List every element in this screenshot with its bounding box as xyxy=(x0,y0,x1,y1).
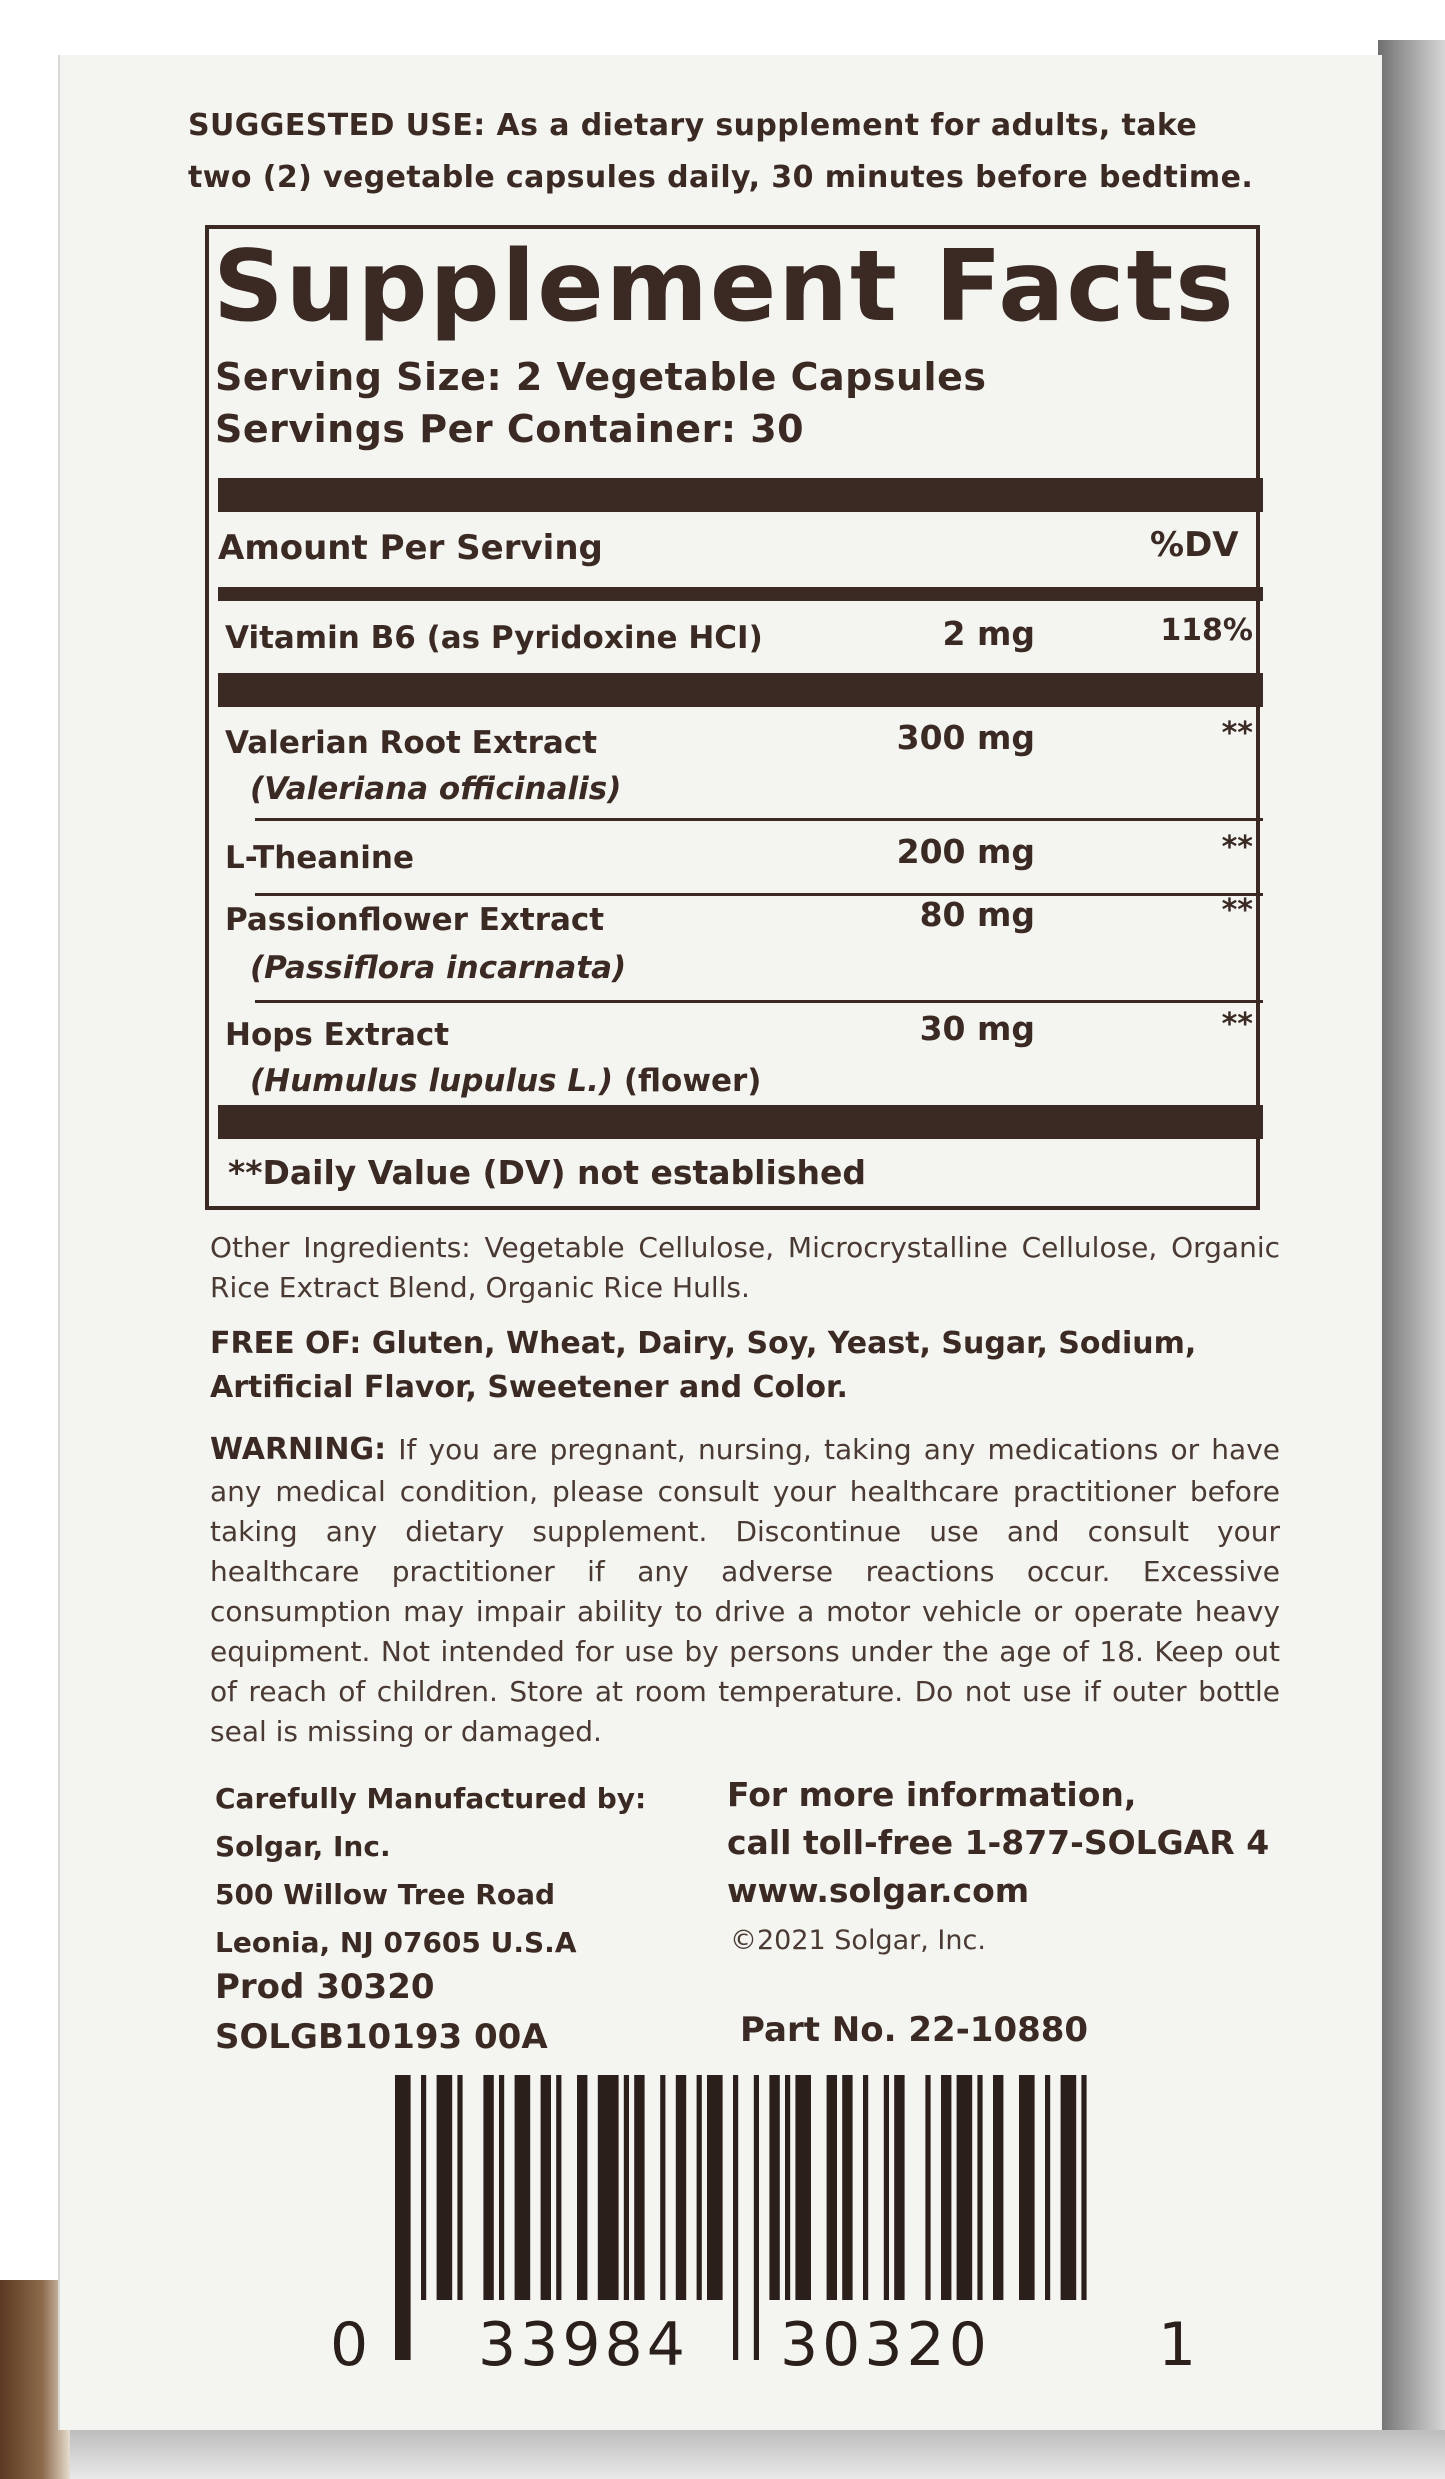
barcode-bar xyxy=(676,2075,686,2300)
barcode-bar xyxy=(634,2075,644,2300)
prod-number: Prod 30320 xyxy=(215,1967,435,2007)
manufacturer-street: 500 Willow Tree Road xyxy=(215,1878,556,1911)
barcode-bar xyxy=(577,2075,587,2300)
ingredient-latin-name: (Passiflora incarnata) xyxy=(250,950,627,986)
barcode-bar xyxy=(1045,2075,1050,2300)
suggested-use-text: As a dietary supplement for adults, take two (2) vegetable capsules daily, 30 minutes before bedtime. xyxy=(188,108,1254,195)
barcode-bar xyxy=(754,2075,759,2360)
barcode-bar xyxy=(827,2075,837,2300)
barcode-bar xyxy=(769,2075,779,2300)
contact-website: www.solgar.com xyxy=(727,1871,1030,1910)
amount-per-serving-header: Amount Per Serving xyxy=(218,528,603,568)
barcode-digit-right: 1 xyxy=(1158,2310,1197,2380)
barcode-bar xyxy=(795,2075,811,2300)
thick-divider xyxy=(218,673,1263,707)
ingredient-amount: 300 mg xyxy=(896,718,1035,757)
vitamin-b6-amount: 2 mg xyxy=(942,614,1035,653)
ingredient-name: Hops Extract xyxy=(225,1017,450,1053)
barcode-bar xyxy=(556,2075,561,2300)
ingredient-part: (flower) xyxy=(613,1063,762,1099)
dv-header: %DV xyxy=(1150,525,1239,565)
free-of-label: FREE OF: xyxy=(210,1326,362,1361)
other-ingredients: Other Ingredients: Vegetable Cellulose, Microcrystalline Cellulose, Organic Rice Extract Blend, Organic Rice Hulls. xyxy=(210,1231,1280,1304)
thick-divider xyxy=(218,478,1263,512)
warning-text: If you are pregnant, nursing, taking any medications or have any medical condition, please consult your healthcare practitioner before taking any dietary supplement. Discontinue use and consult your healthcare practitioner if any adverse reactions occur. Excessive consumption may impair ability to drive a motor vehicle or operate heavy equipment. Not intended for use by persons under the age of 18. Keep out of reach of children. Store at room temperature. Do not use if outer bottle seal is missing or damaged. xyxy=(210,1433,1280,1748)
barcode-bar xyxy=(437,2075,453,2300)
barcode-bar xyxy=(395,2075,411,2360)
barcode-bar xyxy=(598,2075,619,2300)
barcode-bar xyxy=(993,2075,1003,2300)
ingredient-amount: 30 mg xyxy=(919,1009,1035,1048)
contact-heading: For more information, xyxy=(727,1775,1137,1814)
thick-divider xyxy=(218,1105,1263,1139)
ingredient-dv: ** xyxy=(1221,1007,1253,1042)
ingredient-latin-name: (Humulus lupulus L.) xyxy=(250,1063,614,1099)
contact-block xyxy=(727,1771,1269,1915)
barcode-bar xyxy=(421,2075,426,2300)
ingredient-name: Passionflower Extract xyxy=(225,902,605,938)
barcode-bar xyxy=(697,2075,702,2300)
warning-label: WARNING: xyxy=(210,1432,387,1467)
barcode-bar xyxy=(842,2075,852,2300)
ingredient-name: Valerian Root Extract xyxy=(225,725,598,761)
suggested-use xyxy=(188,100,1268,204)
barcode-bar xyxy=(1081,2075,1086,2300)
contact-phone: call toll-free 1-877-SOLGAR 4 xyxy=(727,1823,1270,1862)
ingredient-dv: ** xyxy=(1221,716,1253,751)
barcode-bar xyxy=(957,2075,973,2300)
barcode-bar xyxy=(707,2075,723,2300)
medium-divider xyxy=(218,587,1263,601)
ingredient-latin-name: (Valeriana officinalis) xyxy=(250,771,622,807)
ingredient-latin-line xyxy=(250,1058,761,1104)
copyright: ©2021 Solgar, Inc. xyxy=(730,1925,986,1956)
barcode-bar xyxy=(884,2075,889,2300)
part-number: Part No. 22-10880 xyxy=(740,2010,1089,2050)
barcode-bar xyxy=(733,2075,738,2360)
free-of-text: Gluten, Wheat, Dairy, Soy, Yeast, Sugar, Sodium, Artificial Flavor, Sweetener and Color. xyxy=(210,1326,1197,1405)
ingredient-dv: ** xyxy=(1221,830,1253,865)
barcode-bar xyxy=(785,2075,790,2300)
barcode-bar xyxy=(660,2075,665,2300)
serving-size: Serving Size: 2 Vegetable Capsules xyxy=(215,355,987,399)
barcode-bar xyxy=(1061,2075,1077,2300)
row-divider xyxy=(255,1000,1263,1003)
ingredient-dv: ** xyxy=(1221,893,1253,928)
barcode-bar xyxy=(483,2075,493,2300)
manufacturer-name: Solgar, Inc. xyxy=(215,1830,391,1863)
free-of-statement xyxy=(210,1322,1280,1410)
barcode-bar xyxy=(515,2075,531,2300)
barcode-bar xyxy=(624,2075,629,2300)
barcode-digits-group1: 33984 xyxy=(478,2310,689,2380)
barcode-digit-left: 0 xyxy=(330,2310,369,2380)
barcode-bar xyxy=(925,2075,930,2300)
vitamin-b6-name: Vitamin B6 (as Pyridoxine HCI) xyxy=(225,620,763,656)
barcode-digits-group2: 30320 xyxy=(780,2310,991,2380)
dv-footnote: **Daily Value (DV) not established xyxy=(228,1153,866,1192)
manufacturer-city: Leonia, NJ 07605 U.S.A xyxy=(215,1926,577,1959)
manufacturer-block xyxy=(215,1775,646,1967)
ingredient-amount: 200 mg xyxy=(896,832,1035,871)
barcode-bar xyxy=(1019,2075,1035,2300)
prod-block xyxy=(215,1962,548,2062)
ingredient-amount: 80 mg xyxy=(919,895,1035,934)
servings-per-container: Servings Per Container: 30 xyxy=(215,407,805,451)
row-divider xyxy=(255,893,1263,896)
box-shadow-bottom xyxy=(40,2430,1445,2479)
barcode-bar xyxy=(894,2075,904,2300)
box-shadow-right xyxy=(1378,40,1445,2479)
ingredient-name: L-Theanine xyxy=(225,840,415,876)
vitamin-b6-dv: 118% xyxy=(1160,613,1253,648)
warning-statement xyxy=(210,1428,1280,1752)
prod-code: SOLGB10193 00A xyxy=(215,2017,548,2057)
barcode-bar xyxy=(457,2075,462,2300)
row-divider xyxy=(255,818,1263,821)
barcode-bar xyxy=(863,2075,868,2300)
supplement-facts-title: Supplement Facts xyxy=(213,230,1236,344)
barcode-bar xyxy=(541,2075,551,2300)
suggested-use-label: SUGGESTED USE: xyxy=(188,108,486,143)
barcode-bar xyxy=(499,2075,504,2300)
manufacturer-heading: Carefully Manufactured by: xyxy=(215,1782,647,1815)
barcode-bar xyxy=(977,2075,982,2300)
barcode-bar xyxy=(941,2075,951,2300)
